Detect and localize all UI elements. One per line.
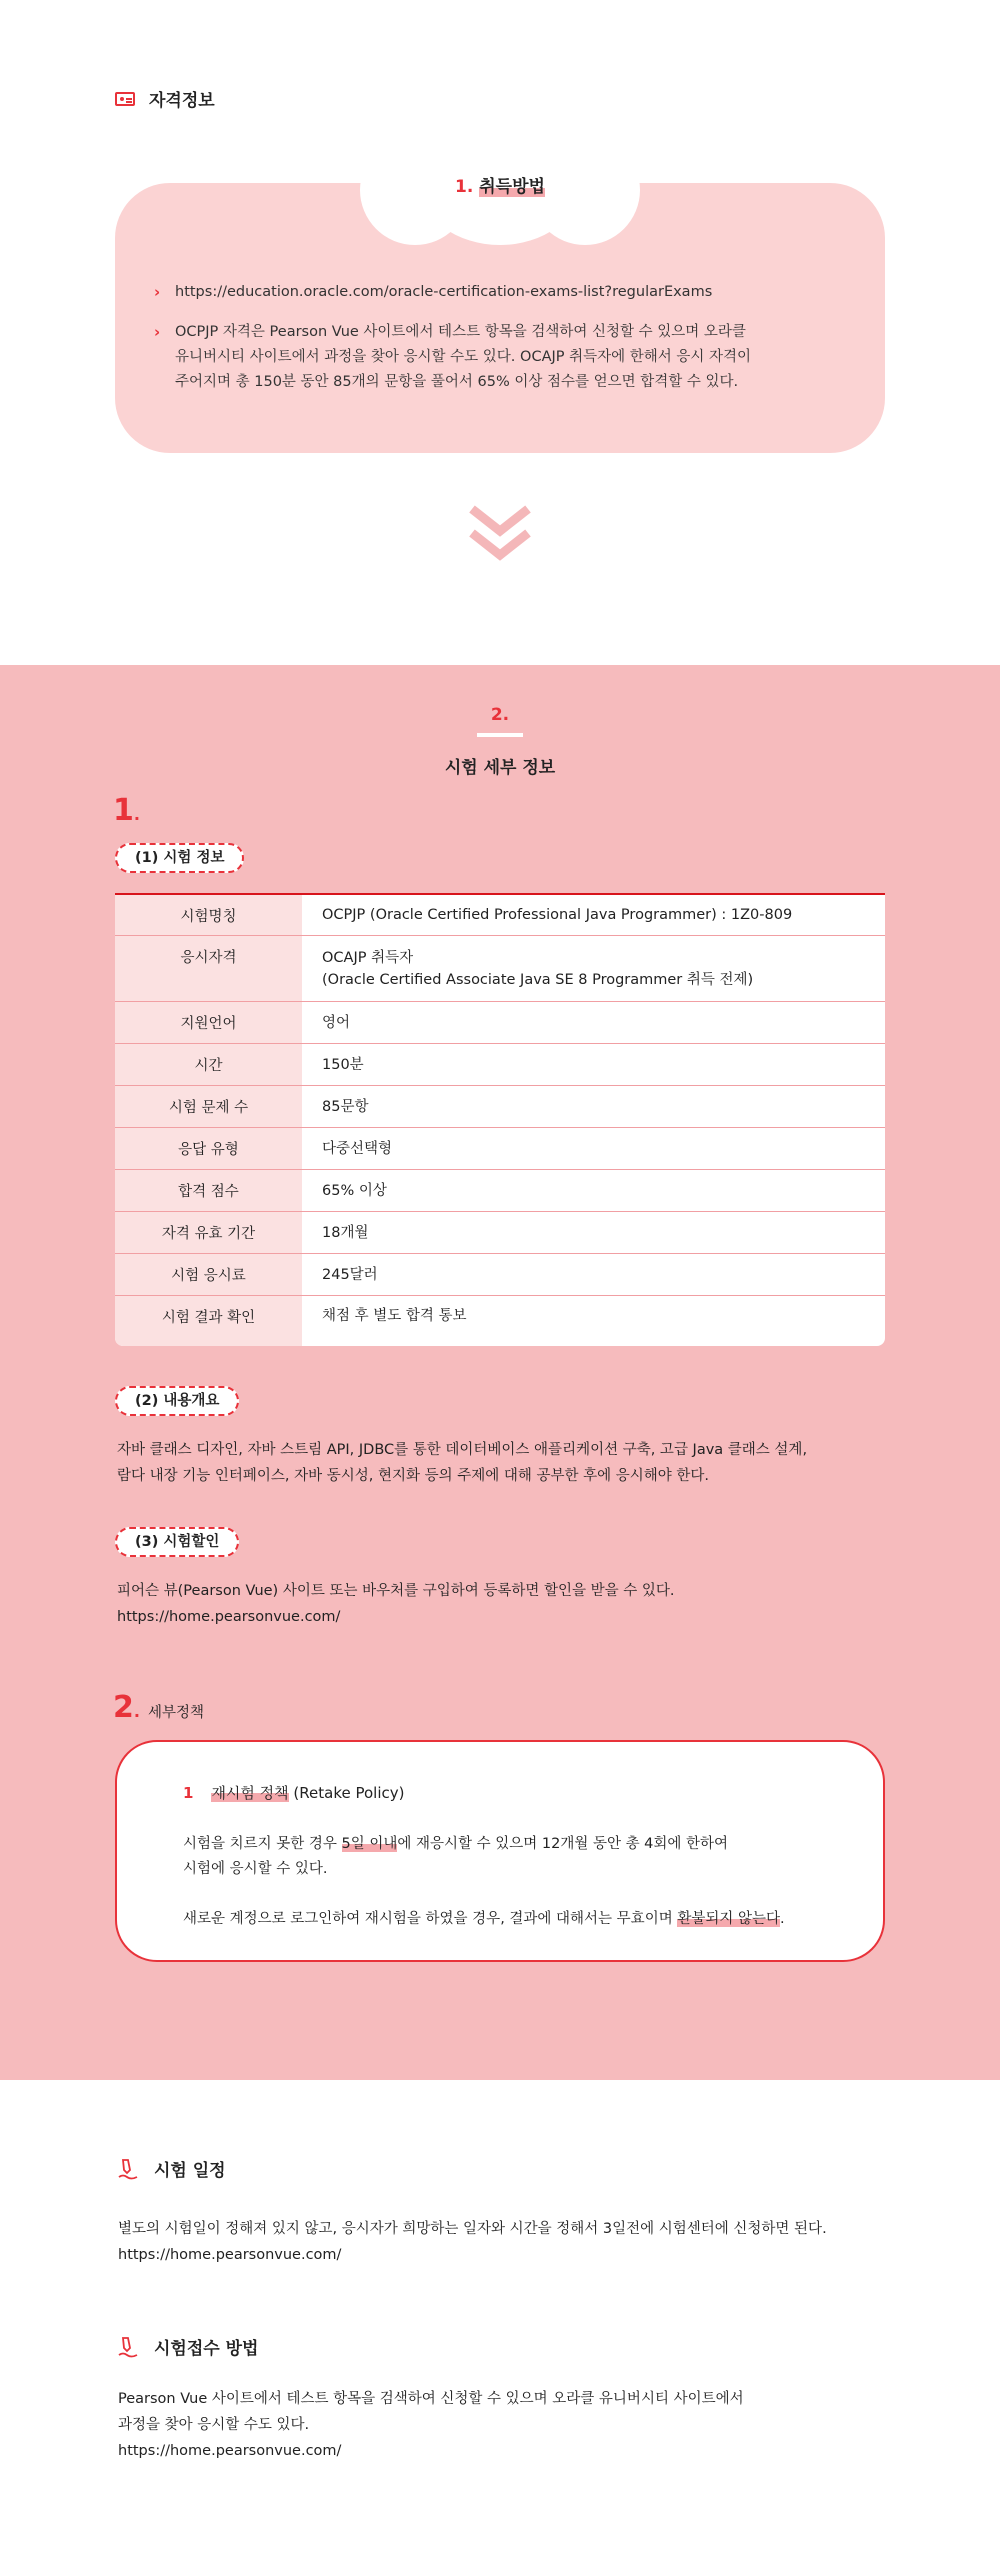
policy-paragraph: 새로운 계정으로 로그인하여 재시험을 하였을 경우, 결과에 대해서는 무효이며 환불되지 않는다. — [183, 1911, 785, 1927]
method-bullets — [154, 280, 815, 410]
policy-paragraph: 시험을 치르지 못한 경우 5일 이내에 재응시할 수 있으며 12개월 동안 총 4회에 한하여 시험에 응시할 수 있다. — [183, 1836, 729, 1877]
qualification-section — [0, 0, 1000, 665]
exam-info-table — [115, 893, 885, 1346]
list-item: › OCPJP 자격은 Pearson Vue 사이트에서 테스트 항목을 검색하여 신청할 수 있으며 오라클 유니버시티 사이트에서 과정을 찾아 응시할 수도 있다. OCAJP 취득자에 한해서 응시 자격이 주어지며 총 150분 동안 85개의 문항을 풀어서 65% 이상 점수를 얻으면 합격할 수 있다. — [175, 320, 815, 395]
retake-policy-box — [115, 1740, 885, 1962]
chevron-right-icon: › — [154, 283, 161, 301]
registration-title: 시험접수 방법 — [154, 2339, 259, 2359]
registration-text: Pearson Vue 사이트에서 테스트 항목을 검색하여 신청할 수 있으며 오라클 유니버시티 사이트에서 과정을 찾아 응시할 수도 있다. https://home.pearsonvue.com/ — [118, 2386, 744, 2464]
overview-text: 자바 클래스 디자인, 자바 스트림 API, JDBC를 통한 데이터베이스 애플리케이션 구축, 고급 Java 클래스 설계, 람다 내장 기능 인터페이스, 자바 동시성, 현지화 등의 주제에 대해 공부한 후에 응시해야 한다. — [117, 1442, 808, 1484]
list-item — [154, 280, 815, 305]
method-title: 1. 취득방법 — [455, 177, 545, 197]
qualification-header — [115, 86, 215, 111]
table-row: 시험명칭 OCPJP (Oracle Certified Professional Java Programmer) : 1Z0-809 — [115, 895, 885, 936]
discount-label: (3) 시험할인 — [115, 1527, 239, 1557]
overview-label: (2) 내용개요 — [115, 1386, 239, 1416]
table-row: 시험 문제 수 85문항 — [115, 1086, 885, 1128]
qualification-heading: 자격정보 — [149, 91, 215, 111]
section-title: 시험 세부 정보 — [444, 758, 556, 778]
pen-icon — [118, 2336, 138, 2358]
policy-heading: 2 . 세부정책 — [113, 1690, 204, 1725]
schedule-header — [118, 2156, 226, 2181]
table-row: 지원언어 영어 — [115, 1002, 885, 1044]
table-row: 응시자격 OCAJP 취득자 (Oracle Certified Associate Java SE 8 Programmer 취득 전제) — [115, 936, 885, 1002]
exam-details-section — [0, 665, 1000, 2080]
table-row: 시간 150분 — [115, 1044, 885, 1086]
table-row: 자격 유효 기간 18개월 — [115, 1212, 885, 1254]
schedule-text: 별도의 시험일이 정해져 있지 않고, 응시자가 희망하는 일자와 시간을 정해서 3일전에 시험센터에 신청하면 된다. https://home.pearsonvue.com/ — [118, 2216, 827, 2268]
section-number: 2. — [490, 705, 510, 725]
pearson-url-link[interactable]: https://home.pearsonvue.com/ — [118, 2443, 342, 2459]
table-row: 시험 응시료 245달러 — [115, 1254, 885, 1296]
chevron-right-icon: › — [154, 323, 161, 341]
oracle-url-link[interactable]: https://education.oracle.com/oracle-certification-exams-list?regularExams — [175, 284, 713, 300]
double-chevron-down-icon — [468, 503, 532, 567]
registration-header — [118, 2334, 258, 2359]
table-row: 시험 결과 확인 채점 후 별도 합격 통보 — [115, 1296, 885, 1346]
pearson-url-link[interactable]: https://home.pearsonvue.com/ — [117, 1609, 341, 1625]
table-row: 응답 유형 다중선택형 — [115, 1128, 885, 1170]
schedule-section — [0, 2080, 1000, 2563]
divider — [477, 733, 523, 737]
schedule-title: 시험 일정 — [154, 2161, 226, 2181]
pen-icon — [118, 2158, 138, 2180]
discount-text: 피어슨 뷰(Pearson Vue) 사이트 또는 바우처를 구입하여 등록하면 할인을 받을 수 있다. https://home.pearsonvue.com/ — [117, 1578, 674, 1630]
part-number: 1. — [113, 793, 140, 828]
policy-title: 1 재시험 정책 (Retake Policy) — [183, 1784, 405, 1802]
exam-info-label: (1) 시험 정보 — [115, 843, 244, 873]
pearson-url-link[interactable]: https://home.pearsonvue.com/ — [118, 2247, 342, 2263]
id-card-icon — [115, 92, 135, 106]
table-row: 합격 점수 65% 이상 — [115, 1170, 885, 1212]
